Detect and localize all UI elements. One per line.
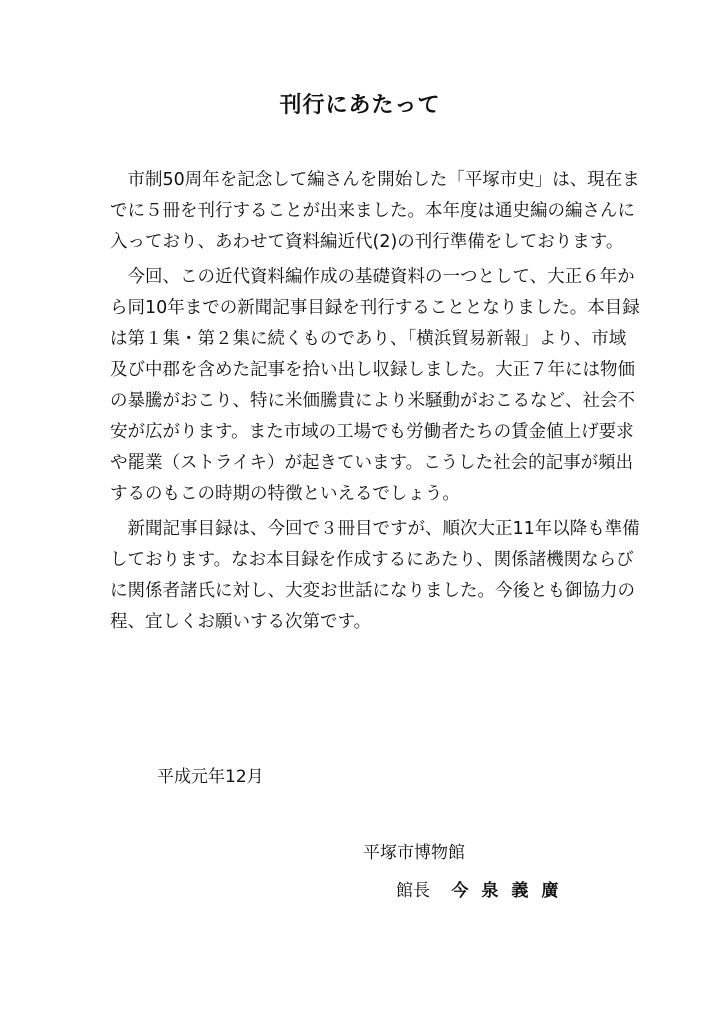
text-line: や罷業（ストライキ）が起きています。こうした社会的記事が頻出 bbox=[110, 453, 634, 473]
signer-role: 館長 bbox=[396, 881, 430, 901]
text-line: 安が広がります。また市域の工場でも労働者たちの賃金値上げ要求 bbox=[110, 422, 634, 442]
document-date: 平成元年12月 bbox=[157, 767, 264, 787]
paragraph-3 bbox=[110, 514, 640, 638]
text-line: しております。なお本目録を作成するにあたり、関係諸機関ならび bbox=[110, 550, 634, 570]
text-line: ら同10年までの新聞記事目録を刊行することとなりました。本目録 bbox=[110, 298, 640, 318]
text-line: に関係者諸氏に対し、大変お世話になりました。今後とも御協力の bbox=[110, 581, 635, 601]
text-line: 新聞記事目録は、今回で３冊目ですが、順次大正11年以降も準備 bbox=[127, 519, 640, 539]
paragraph-1 bbox=[110, 165, 640, 258]
paragraph-2 bbox=[110, 262, 640, 510]
text-line: 程、宜しくお願いする次第です。 bbox=[110, 612, 372, 632]
organization-name: 平塚市博物館 bbox=[363, 843, 465, 863]
text-line: の暴騰がおこり、特に米価騰貴により米騒動がおこるなど、社会不 bbox=[110, 391, 635, 411]
text-line: は第１集・第２集に続くものであり、「横浜貿易新報」より、市域 bbox=[110, 329, 627, 349]
text-line: 入っており、あわせて資料編近代(2)の刊行準備をしております。 bbox=[110, 232, 624, 252]
text-line: 市制50周年を記念して編さんを開始した「平塚市史」は、現在ま bbox=[127, 170, 640, 190]
text-line: 今回、この近代資料編作成の基礎資料の一つとして、大正６年か bbox=[127, 267, 635, 287]
text-line: でに５冊を刊行することが出来ました。本年度は通史編の編さんに bbox=[110, 201, 635, 221]
text-line: 及び中郡を含めた記事を拾い出し収録しました。大正７年には物価 bbox=[110, 360, 635, 380]
signer-name: 今泉義廣 bbox=[451, 881, 572, 901]
document-body bbox=[110, 165, 640, 638]
text-line: するのもこの時期の特徴といえるでしょう。 bbox=[110, 484, 460, 504]
signature-block bbox=[396, 876, 571, 901]
document-title: 刊行にあたって bbox=[279, 93, 441, 118]
